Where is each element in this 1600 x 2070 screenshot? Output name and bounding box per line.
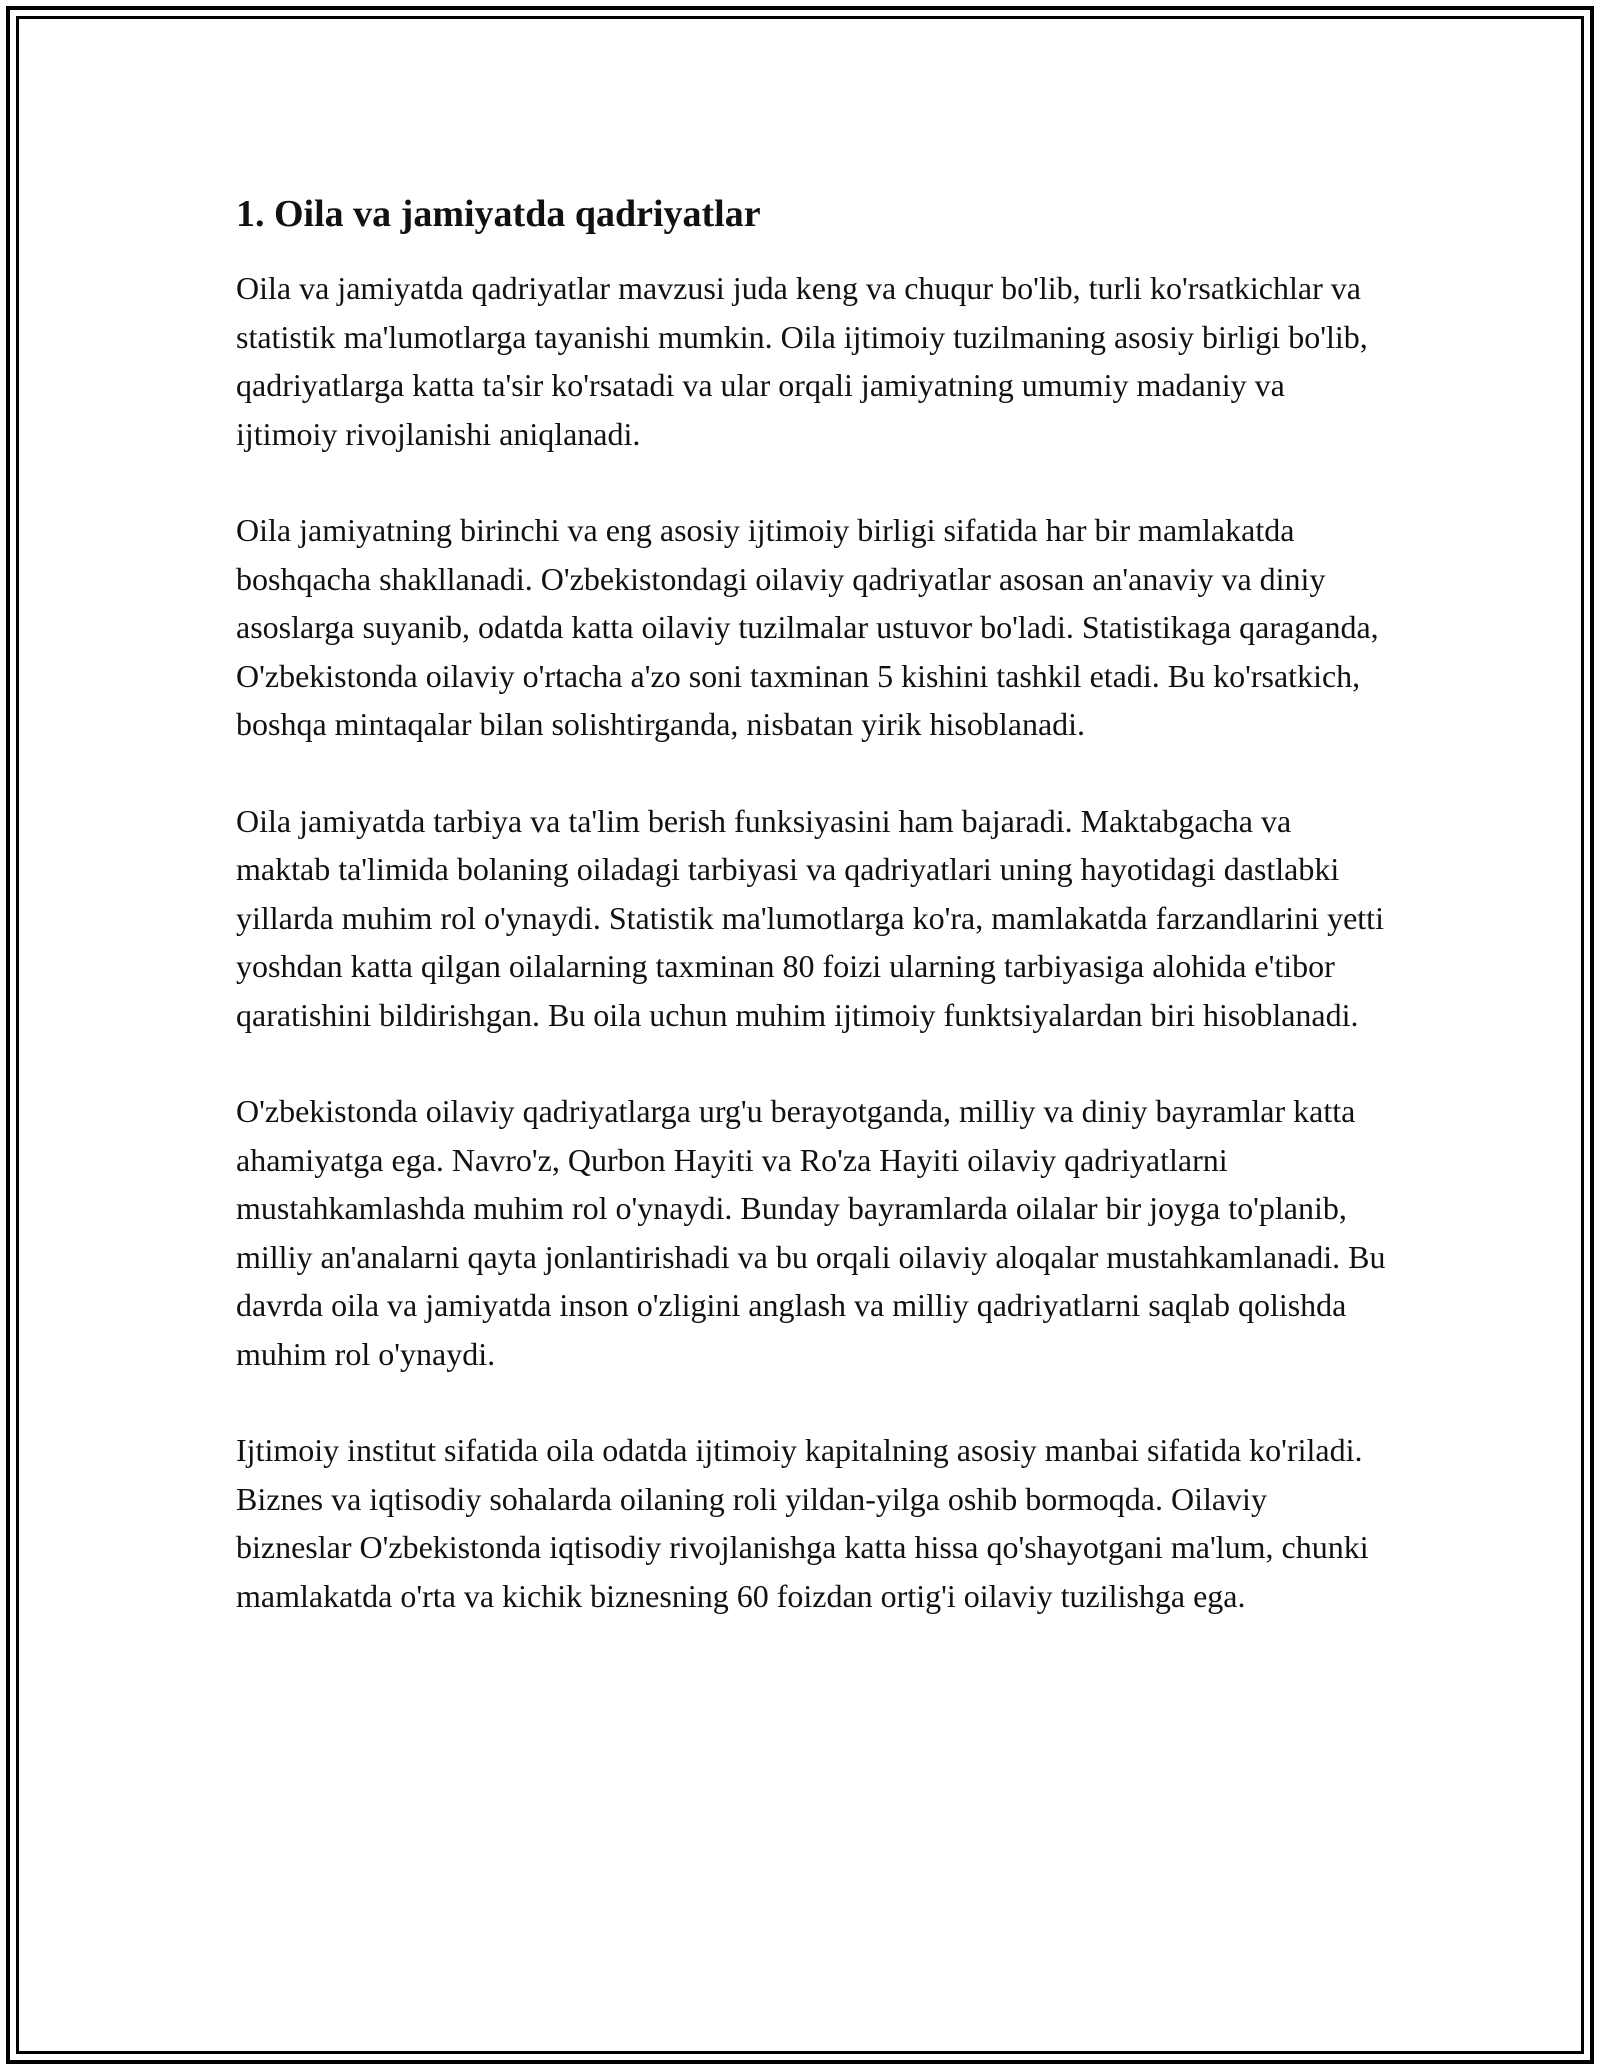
document-body [236,188,1386,1668]
paragraph-4: O'zbekistonda oilaviy qadriyatlarga urg'u berayotganda, milliy va diniy bayramlar katta ahamiyatga ega. Navro'z, Qurbon Hayiti va Ro'za Hayiti oilaviy qadriyatlarni mustahkamlashda muhim rol o'ynaydi. Bunday bayramlarda oilalar bir joyga to'planib, milliy an'analarni qayta jonlantirishadi va bu orqali oilaviy aloqalar mustahkamlanadi. Bu davrda oila va jamiyatda inson o'zligini anglash va milliy qadriyatlarni saqlab qolishda muhim rol o'ynaydi. [236,1093,1386,1372]
paragraph-5: Ijtimoiy institut sifatida oila odatda ijtimoiy kapitalning asosiy manbai sifatida ko'riladi. Biznes va iqtisodiy sohalarda oilaning roli yildan-yilga oshib bormoqda. Oilaviy bizneslar O'zbekistonda iqtisodiy rivojlanishga katta hissa qo'shayotgani ma'lum, chunki mamlakatda o'rta va kichik biznesning 60 foizdan ortig'i oilaviy tuzilishga ega. [236,1432,1369,1614]
paragraph-2: Oila jamiyatning birinchi va eng asosiy ijtimoiy birligi sifatida har bir mamlakatda boshqacha shakllanadi. O'zbekistondagi oilaviy qadriyatlar asosan an'anaviy va diniy asoslarga suyanib, odatda katta oilaviy tuzilmalar ustuvor bo'ladi. Statistikaga qaraganda, O'zbekistonda oilaviy o'rtacha a'zo soni taxminan 5 kishini tashkil etadi. Bu ko'rsatkich, boshqa mintaqalar bilan solishtirganda, nisbatan yirik hisoblanadi. [236,512,1379,742]
section-heading: 1. Oila va jamiyatda qadriyatlar [236,193,761,235]
paragraph-3: Oila jamiyatda tarbiya va ta'lim berish funksiyasini ham bajaradi. Maktabgacha va maktab ta'limida bolaning oiladagi tarbiyasi va qadriyatlari uning hayotidagi dastlabki yillarda muhim rol o'ynaydi. Statistik ma'lumotlarga ko'ra, mamlakatda farzandlarini yetti yoshdan katta qilgan oilalarning taxminan 80 foizi ularning tarbiyasiga alohida e'tibor qaratishini bildirishgan. Bu oila uchun muhim ijtimoiy funktsiyalardan biri hisoblanadi. [236,802,1384,1033]
paragraph-1: Oila va jamiyatda qadriyatlar mavzusi juda keng va chuqur bo'lib, turli ko'rsatkichlar va statistik ma'lumotlarga tayanishi mumkin. Oila ijtimoiy tuzilmaning asosiy birligi bo'lib, qadriyatlarga katta ta'sir ko'rsatadi va ular orqali jamiyatning umumiy madaniy va ijtimoiy rivojlanishi aniqlanadi. [236,270,1368,452]
